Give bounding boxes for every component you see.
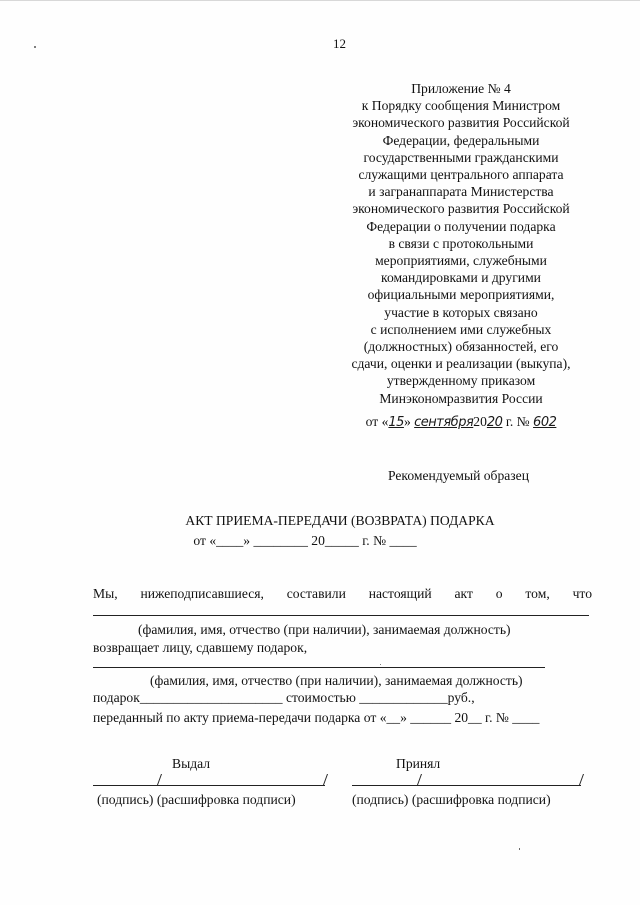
appendix-line: участие в которых связано: [384, 304, 538, 320]
appendix-header: [330, 80, 592, 407]
appendix-line: Приложение № 4: [411, 81, 511, 96]
appendix-line: государственными гражданскими: [363, 149, 559, 165]
act-date-line: от «____» ________ 20_____ г. № ____: [193, 533, 417, 548]
intro-word: настоящий: [368, 586, 432, 601]
issued-caption: (подпись) (расшифровка подписи): [97, 792, 296, 807]
appendix-line: утвержденному приказом: [386, 373, 536, 389]
blank-line-giver: [93, 615, 589, 616]
scan-speck: [34, 46, 36, 48]
appendix-line: к Порядку сообщения Министром: [361, 98, 561, 114]
intro-word: что: [572, 586, 592, 601]
decree-date-line: [330, 414, 592, 430]
appendix-line: официальными мероприятиями,: [367, 287, 555, 303]
intro-word: составили: [286, 586, 346, 601]
returns-to-text: возвращает лицу, сдавшему подарок,: [93, 640, 308, 655]
appendix-line: экономического развития Российской: [352, 115, 570, 131]
appendix-line: и загранаппарата Министерства: [368, 184, 554, 200]
intro-word: Мы,: [93, 586, 118, 601]
appendix-line: в связи с протокольными: [388, 235, 534, 251]
appendix-line: с исполнением ими служебных: [370, 321, 552, 337]
act-title: АКТ ПРИЕМА-ПЕРЕДАЧИ (ВОЗВРАТА) ПОДАРКА: [185, 513, 495, 528]
intro-word: акт: [454, 586, 473, 601]
intro-word: том,: [525, 586, 550, 601]
appendix-line: Федерации о получении подарка: [366, 218, 556, 234]
transferred-line: переданный по акту приема-передачи подарка от «__» ______ 20__ г. № ____: [93, 710, 540, 725]
scan-speck: [380, 664, 381, 665]
caption-giver: (фамилия, имя, отчество (при наличии), занимаемая должность): [138, 622, 511, 637]
decree-year-prefix: 20: [473, 414, 487, 429]
blank-line-receiver: [93, 667, 545, 668]
page-number: 12: [333, 36, 346, 51]
intro-sentence: [93, 586, 592, 602]
decree-year-handwritten: 20: [486, 415, 503, 430]
appendix-line: экономического развития Российской: [352, 201, 570, 217]
appendix-line: сдачи, оценки и реализации (выкупа),: [351, 356, 571, 372]
issued-label: Выдал: [172, 756, 211, 771]
decree-prefix: от «: [365, 414, 389, 429]
decree-close-quote: »: [403, 414, 411, 429]
received-separator: [417, 774, 422, 785]
intro-word: нижеподписавшиеся,: [140, 586, 264, 601]
scan-edge-line: [0, 0, 640, 1]
caption-receiver: (фамилия, имя, отчество (при наличии), занимаемая должность): [150, 673, 523, 688]
issued-separator: [157, 774, 162, 785]
received-caption: (подпись) (расшифровка подписи): [352, 792, 551, 807]
appendix-line: служащими центрального аппарата: [358, 167, 564, 183]
gift-value-line: подарок_____________________ стоимостью _____________руб.,: [93, 690, 475, 705]
issued-underline: [93, 785, 325, 786]
intro-word: о: [495, 586, 503, 601]
appendix-line: мероприятиями, служебными: [375, 253, 547, 269]
decree-number-handwritten: 602: [533, 415, 557, 430]
appendix-line: (должностных) обязанностей, его: [363, 339, 559, 355]
appendix-line: Минэкономразвития России: [379, 390, 543, 406]
decree-month-handwritten: сентября: [414, 415, 474, 430]
received-end-mark: [579, 774, 584, 785]
issued-end-mark: [323, 774, 328, 785]
received-underline: [352, 785, 581, 786]
scan-speck: [519, 848, 520, 850]
received-label: Принял: [396, 756, 441, 771]
appendix-line: командировками и другими: [381, 270, 541, 286]
sample-label: Рекомендуемый образец: [388, 468, 529, 483]
decree-year-suffix: г. №: [505, 414, 530, 429]
decree-day-handwritten: 15: [388, 415, 404, 430]
appendix-line: Федерации, федеральными: [382, 132, 540, 148]
